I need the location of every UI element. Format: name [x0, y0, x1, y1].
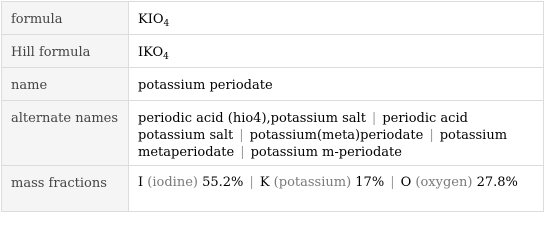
mass-fraction-item-iodine	[138, 175, 243, 190]
element-symbol: O	[400, 175, 412, 190]
element-symbol: K	[259, 175, 270, 190]
separator: |	[249, 175, 254, 190]
alternate-name-item: periodic acid (hio4),potassium salt	[138, 111, 366, 126]
mass-fractions-label-cell	[2, 166, 129, 212]
hill-formula-subscript: 4	[163, 52, 169, 62]
alternate-name-item: potassium(meta)periodate	[249, 128, 424, 143]
alternate-names-label-cell	[2, 101, 129, 166]
formula-row	[2, 2, 544, 35]
formula-main: KIO	[138, 12, 164, 27]
element-symbol: I	[138, 175, 144, 190]
hill-formula-label-cell	[2, 35, 129, 68]
mass-fractions-list	[129, 166, 543, 191]
alternate-names-value-cell	[129, 101, 544, 166]
hill-formula-value	[129, 35, 543, 61]
mass-fractions-row	[2, 166, 544, 212]
hill-formula-main: IKO	[138, 45, 164, 60]
mass-fraction-item-oxygen	[401, 175, 518, 190]
hill-formula-label: Hill formula	[11, 45, 91, 60]
properties-table	[1, 1, 544, 212]
separator: |	[390, 175, 395, 190]
name-row	[2, 68, 544, 101]
separator: |	[429, 128, 434, 143]
separator: |	[240, 145, 245, 160]
formula-label: formula	[11, 12, 63, 27]
formula-value-cell	[129, 2, 544, 35]
element-percent: 55.2%	[202, 175, 244, 190]
name-label: name	[11, 78, 48, 93]
name-label-cell	[2, 68, 129, 101]
separator: |	[239, 128, 244, 143]
formula-label-cell	[2, 2, 129, 35]
element-percent: 27.8%	[476, 175, 518, 190]
mass-fractions-label: mass fractions	[11, 176, 107, 191]
name-value-cell	[129, 68, 544, 101]
separator: |	[371, 111, 377, 126]
element-percent: 17%	[355, 175, 385, 190]
mass-fractions-value-cell	[129, 166, 544, 212]
alternate-name-item: periodic acid potassium salt	[138, 111, 468, 143]
hill-formula-row	[2, 35, 544, 68]
alternate-names-row	[2, 101, 544, 166]
element-name: (oxygen)	[415, 175, 473, 190]
formula-subscript: 4	[163, 19, 170, 29]
formula-value	[129, 2, 543, 28]
element-name: (iodine)	[147, 175, 198, 190]
alternate-names-list	[129, 101, 543, 161]
alternate-name-item: potassium metaperiodate	[138, 128, 508, 160]
hill-formula-value-cell	[129, 35, 544, 68]
alternate-names-label: alternate names	[11, 111, 119, 126]
name-value: potassium periodate	[138, 78, 273, 93]
element-name: (potassium)	[273, 175, 352, 190]
alternate-name-item: potassium m-periodate	[250, 145, 402, 160]
mass-fraction-item-potassium	[260, 175, 384, 190]
